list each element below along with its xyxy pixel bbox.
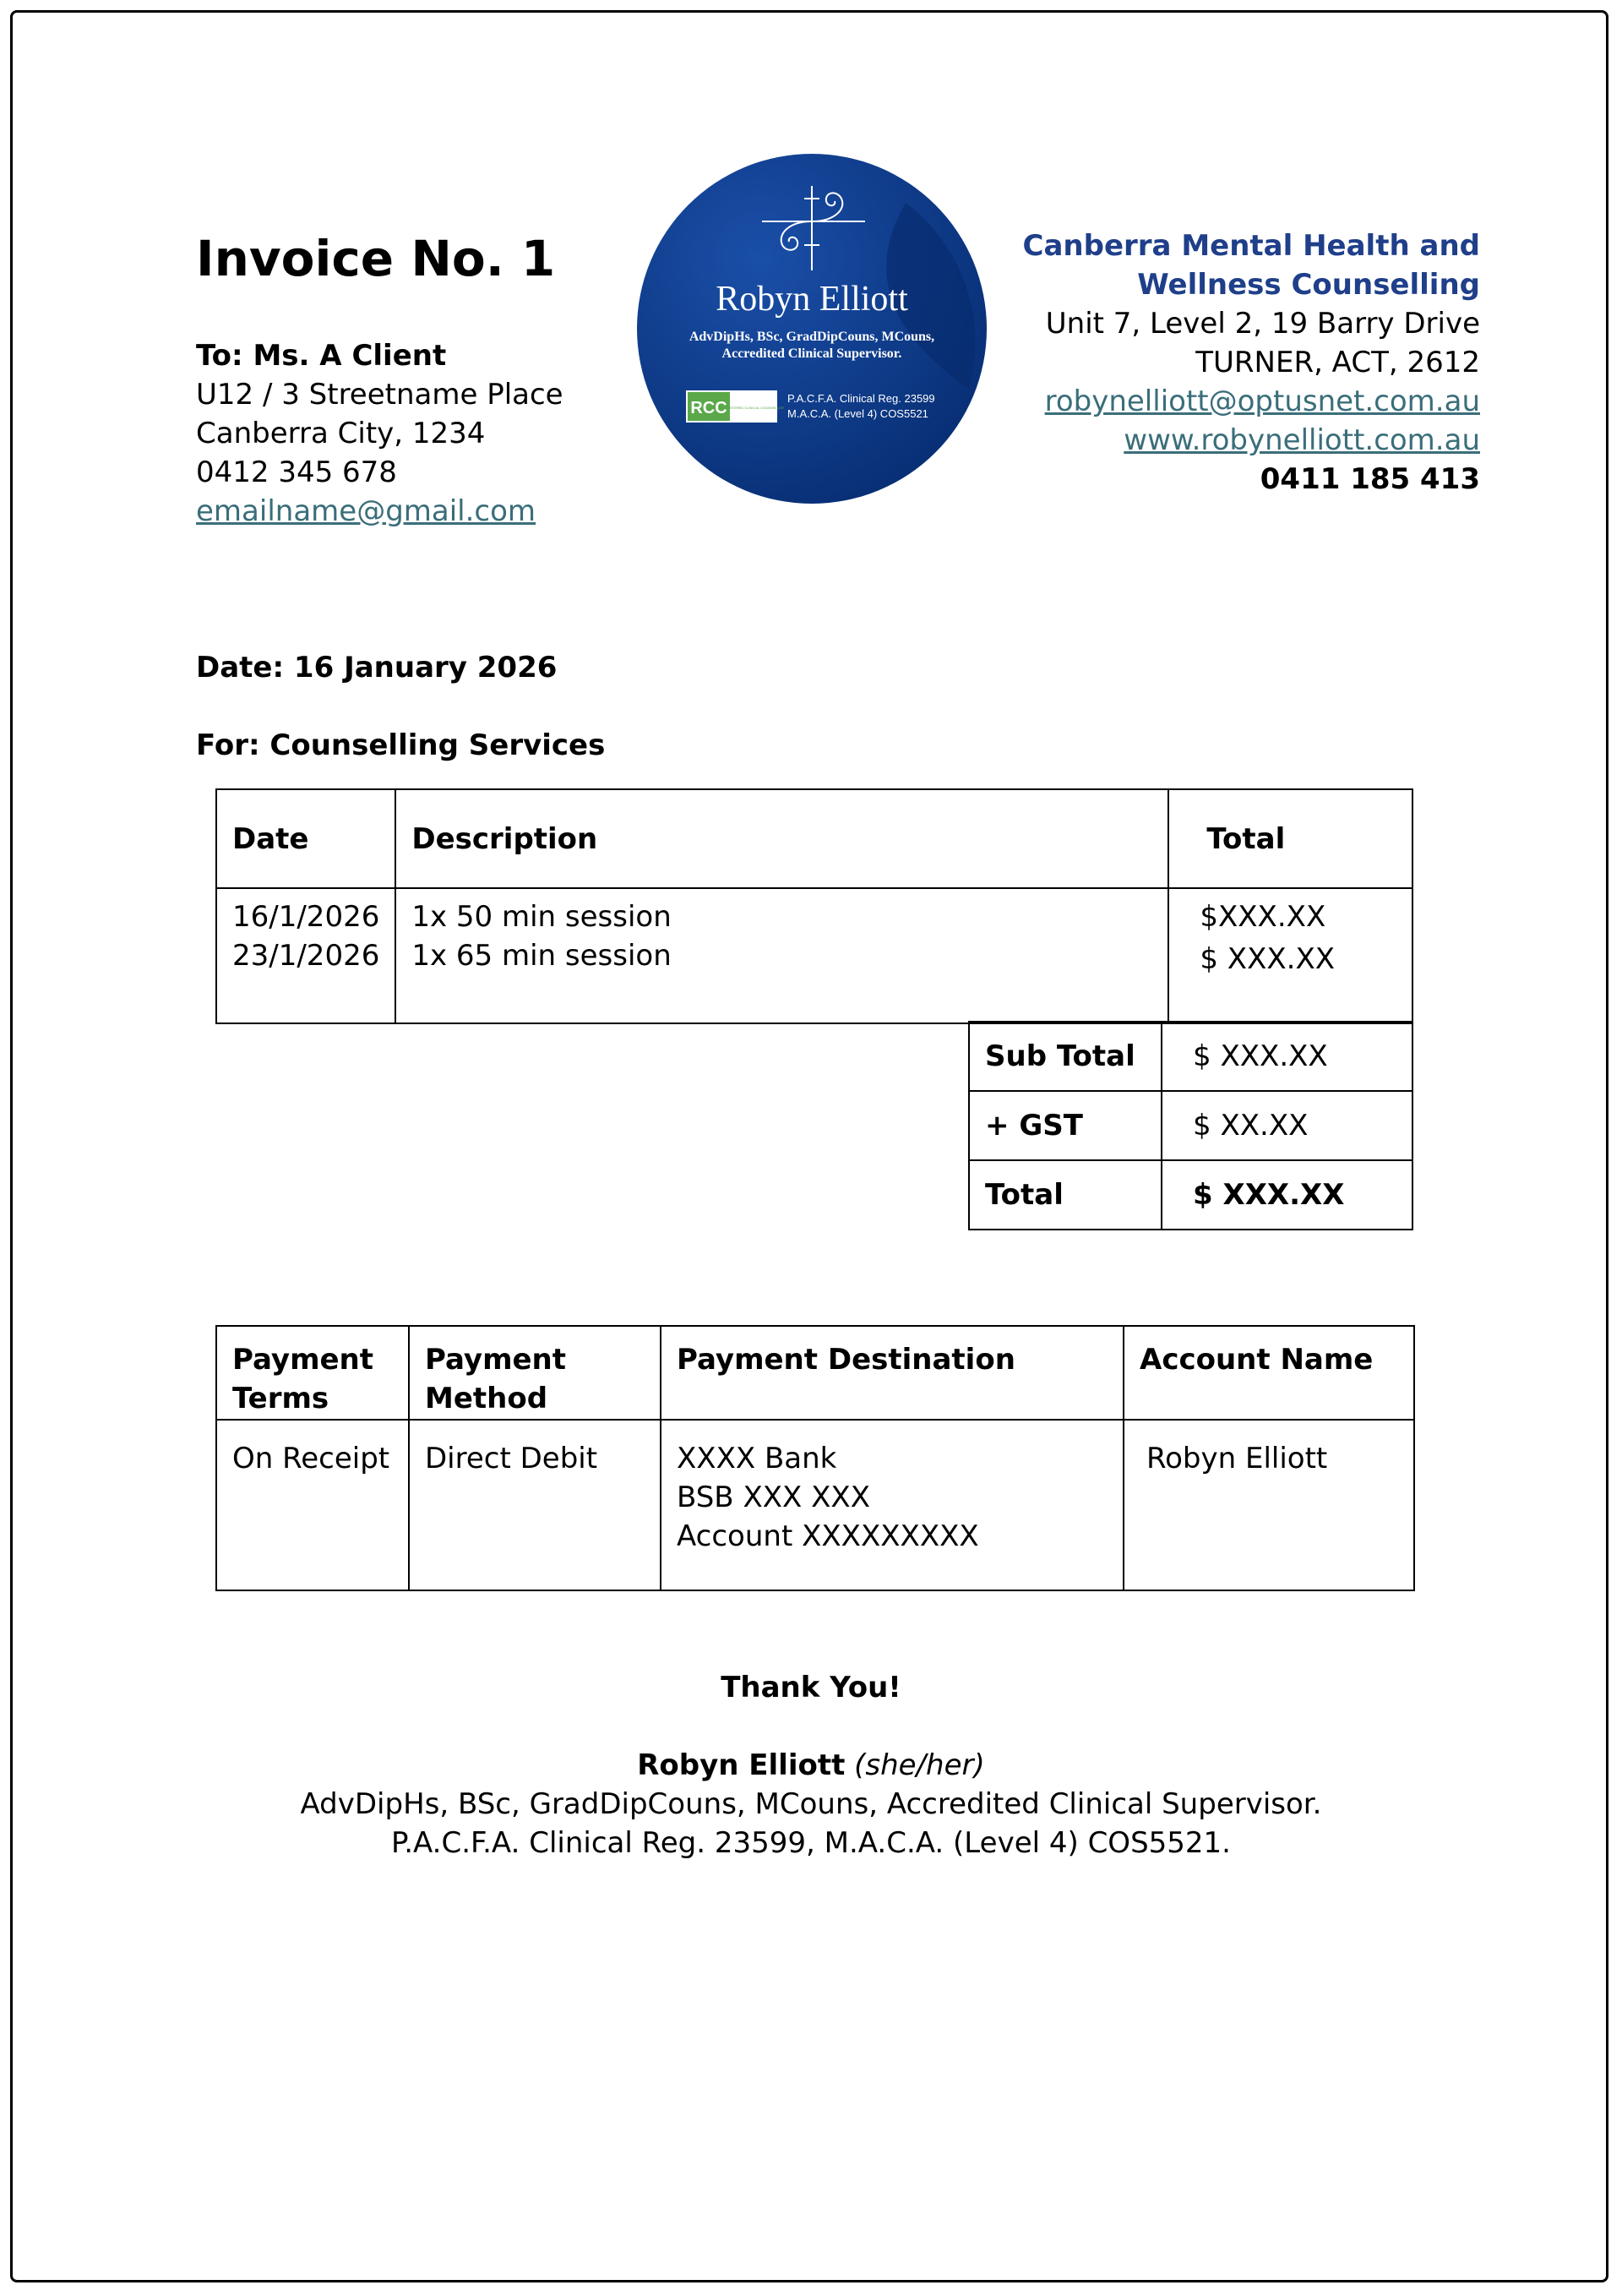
item-total: $XXX.XX — [1200, 900, 1326, 934]
payment-bank: XXXX Bank — [677, 1442, 837, 1475]
org-phone: 0411 185 413 — [1260, 462, 1480, 496]
payment-header-terms-line-2: Terms — [232, 1382, 329, 1415]
item-description: 1x 50 min session — [411, 900, 672, 934]
subtotal-row — [969, 1022, 1412, 1091]
total-row — [969, 1160, 1412, 1230]
payment-header-method-line-2: Method — [425, 1382, 548, 1415]
signature-reg: P.A.C.F.A. Clinical Reg. 23599, M.A.C.A. (Level 4) COS5521. — [391, 1826, 1231, 1860]
invoice-title: Invoice No. 1 — [196, 230, 556, 287]
gst-label: + GST — [969, 1091, 1162, 1160]
client-email-link[interactable]: emailname@gmail.com — [196, 494, 536, 528]
payment-account-name-value: Robyn Elliott — [1124, 1420, 1414, 1590]
signature-pronouns: (she/her) — [854, 1748, 985, 1782]
client-address-line-2: Canberra City, 1234 — [196, 417, 486, 450]
org-name-line-2: Wellness Counselling — [1137, 268, 1480, 302]
items-header-date: Date — [216, 789, 395, 888]
items-totals-cell — [1168, 888, 1412, 1023]
client-block — [196, 336, 563, 531]
payment-header-method-line-1: Payment — [425, 1343, 567, 1377]
thank-you — [0, 1668, 1622, 1707]
item-total: $ XXX.XX — [1200, 942, 1336, 976]
org-email-link[interactable]: robynelliott@optusnet.com.au — [1044, 384, 1480, 418]
item-date: 23/1/2026 — [232, 939, 380, 973]
subtotal-label: Sub Total — [969, 1022, 1162, 1091]
payment-body-row — [216, 1420, 1414, 1590]
item-description: 1x 65 min session — [411, 939, 672, 973]
thank-you-text: Thank You! — [721, 1671, 901, 1704]
logo-rcc-text: RCC — [690, 399, 727, 417]
payment-table — [215, 1325, 1415, 1591]
signature-quals: AdvDipHs, BSc, GradDipCouns, MCouns, Accredited Clinical Supervisor. — [300, 1787, 1322, 1821]
org-address-line-1: Unit 7, Level 2, 19 Barry Drive — [1045, 307, 1480, 341]
gst-value: $ XX.XX — [1162, 1091, 1412, 1160]
payment-header-row — [216, 1326, 1414, 1420]
payment-header-destination: Payment Destination — [661, 1326, 1124, 1420]
signature-name: Robyn Elliott — [637, 1748, 846, 1782]
gst-row — [969, 1091, 1412, 1160]
items-header-description: Description — [395, 789, 1168, 888]
payment-destination-value — [661, 1420, 1124, 1590]
client-to: To: Ms. A Client — [196, 339, 447, 373]
payment-header-account: Account Name — [1124, 1326, 1414, 1420]
payment-method-value: Direct Debit — [409, 1420, 661, 1590]
signature-block — [0, 1746, 1622, 1862]
totals-table — [968, 1021, 1413, 1230]
items-dates-cell — [216, 888, 395, 1023]
payment-header-method — [409, 1326, 661, 1420]
items-descriptions-cell — [395, 888, 1168, 1023]
logo-rcc-subtext: REGISTERED CLINICAL COUNSELLOR — [721, 406, 784, 410]
items-table — [215, 788, 1413, 1024]
invoice-date: Date: 16 January 2026 — [196, 651, 558, 684]
total-label: Total — [969, 1160, 1162, 1230]
payment-terms-value: On Receipt — [216, 1420, 409, 1590]
org-name-line-1: Canberra Mental Health and — [1022, 229, 1480, 263]
total-value: $ XXX.XX — [1162, 1160, 1412, 1230]
subtotal-value: $ XXX.XX — [1162, 1022, 1412, 1091]
logo-name: Robyn Elliott — [716, 280, 908, 319]
payment-bsb: BSB XXX XXX — [677, 1481, 871, 1514]
items-header-total: Total — [1168, 789, 1412, 888]
payment-header-terms-line-1: Payment — [232, 1343, 374, 1377]
org-address-line-2: TURNER, ACT, 2612 — [1195, 346, 1480, 379]
payment-account-number: Account XXXXXXXXX — [677, 1519, 979, 1553]
client-address-line-1: U12 / 3 Streetname Place — [196, 378, 563, 412]
items-body-row — [216, 888, 1412, 1023]
org-block — [804, 226, 1480, 499]
item-date: 16/1/2026 — [232, 900, 380, 934]
org-website-link[interactable]: www.robynelliott.com.au — [1124, 423, 1480, 457]
invoice-for: For: Counselling Services — [196, 728, 606, 762]
payment-header-terms — [216, 1326, 409, 1420]
logo-reg-2: M.A.C.A. (Level 4) COS5521 — [787, 407, 928, 420]
items-header-row — [216, 789, 1412, 888]
logo-quals-1: AdvDipHs, BSc, GradDipCouns, MCouns, — [689, 330, 935, 344]
logo-reg-1: P.A.C.F.A. Clinical Reg. 23599 — [787, 392, 935, 405]
client-phone: 0412 345 678 — [196, 455, 397, 489]
logo-quals-2: Accredited Clinical Supervisor. — [721, 346, 902, 361]
